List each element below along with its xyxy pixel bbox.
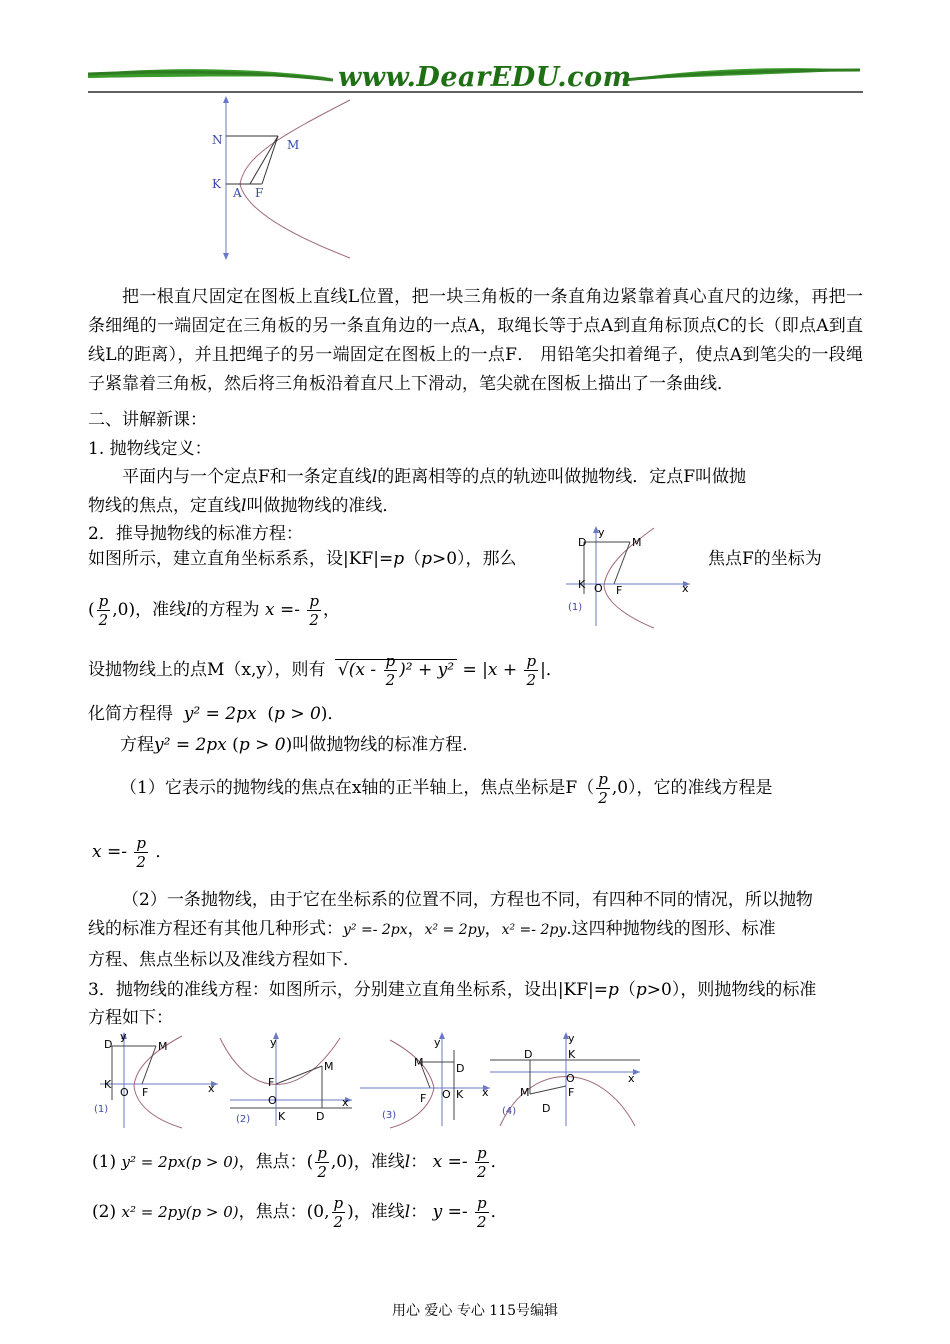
svg-text:F: F <box>616 584 623 597</box>
std-line-3: 设抛物线上的点M（x,y），则有 √(x - $\frac{p}{2}$ )² + y² = |x + $\frac{p}{2}$ |． <box>88 652 563 689</box>
svg-text:D: D <box>542 1102 551 1115</box>
svg-text:y: y <box>270 1036 277 1049</box>
svg-text:M: M <box>520 1086 530 1099</box>
simplify-line: 化简方程得 y² = 2px (p > 0)． <box>88 704 345 724</box>
svg-text:y: y <box>120 1030 127 1043</box>
svg-text:K: K <box>104 1078 112 1091</box>
svg-text:(2): (2) <box>236 1114 251 1125</box>
case-1-line: (1) y² = 2px(p > 0)，焦点：( $\frac{p}{2}$ ,0)，准线l： x =- $\frac{p}{2}$ ． <box>92 1144 508 1181</box>
svg-text:(4): (4) <box>502 1106 517 1117</box>
figure-3 <box>360 1032 490 1128</box>
svg-text:y: y <box>598 526 605 539</box>
svg-text:x: x <box>682 582 689 595</box>
figure-4 <box>490 1032 640 1126</box>
intro-paragraph: 把一根直尺固定在图板上直线L位置，把一块三角板的一条直角边紧靠着真心直尺的边缘，再把一条细绳的一端固定在三角板的另一条直角边的一点A，取绳长等于点A到直角标顶点C的长（即点A到直线L的距离），并且把绳子的另一端固定在图板上的一点F． 用铅笔尖扣着绳子，使点A到笔尖的一段绳子紧靠着三角板，然后将三角板沿着直尺上下滑动，笔尖就在图板上描出了一条曲线． <box>88 287 863 394</box>
definition-line-2: 物线的焦点，定直线l叫做抛物线的准线． <box>88 496 400 516</box>
section-3-line-2: 方程如下： <box>88 1008 173 1028</box>
item-2-line-3: 方程、焦点坐标以及准线方程如下． <box>88 950 360 970</box>
svg-text:O: O <box>566 1072 575 1085</box>
svg-text:F: F <box>568 1086 575 1099</box>
page-footer: 用心 爱心 专心 115号编辑 <box>391 1303 559 1319</box>
site-logo-text: www.DearEDU.com <box>338 62 632 93</box>
svg-text:O: O <box>268 1094 277 1107</box>
label-a: A <box>233 186 242 200</box>
svg-text:M: M <box>414 1056 424 1069</box>
svg-text:M: M <box>158 1040 168 1053</box>
svg-text:K: K <box>456 1088 464 1101</box>
item-1-line: （1）它表示的抛物线的焦点在x轴的正半轴上，焦点坐标是F（ $\frac{p}{2}$ ,0），它的准线方程是 <box>120 770 773 807</box>
directrix-eq: x =- $\frac{p}{2}$ ． <box>92 834 173 871</box>
top-parabola-figure <box>200 96 370 261</box>
case-2-line: (2) x² = 2py(p > 0)，焦点：(0, $\frac{p}{2}$ )，准线l： y =- $\frac{p}{2}$ ． <box>92 1194 508 1231</box>
svg-text:D: D <box>456 1062 465 1075</box>
section-3-line-1: 3．抛物线的准线方程：如图所示，分别建立直角坐标系，设出|KF|=p（p>0），则抛物线的标准 <box>88 980 817 1000</box>
std-line-1: 如图所示，建立直角坐标系系，设|KF|=p（p>0），那么 <box>88 549 517 569</box>
definition-line-1: 平面内与一个定点F和一条定直线l的距离相等的点的轨迹叫做抛物线．定点F叫做抛 <box>122 467 747 487</box>
label-n: N <box>212 133 223 147</box>
figure-2 <box>220 1032 352 1126</box>
svg-text:D: D <box>104 1038 113 1051</box>
svg-text:x: x <box>208 1082 215 1095</box>
svg-text:F: F <box>142 1086 149 1099</box>
item-2-line-2: 线的标准方程还有其他几种形式：y² =- 2px，x² = 2py，x² =- 2py.这四种抛物线的图形、标准 <box>88 919 776 939</box>
svg-text:K: K <box>568 1048 576 1061</box>
svg-text:(1): (1) <box>568 602 583 613</box>
svg-text:F: F <box>420 1092 427 1105</box>
std-line-2: ( $\frac{p}{2}$ ,0)，准线l的方程为 x =- $\frac{p}{2}$ ， <box>88 592 340 629</box>
svg-text:D: D <box>524 1048 533 1061</box>
standard-eq-title: 2．推导抛物线的标准方程： <box>88 524 303 544</box>
site-header <box>88 62 863 98</box>
svg-text:D: D <box>578 536 587 549</box>
label-k: K <box>212 177 221 191</box>
label-f: F <box>255 186 264 200</box>
section-heading-2: 二、讲解新课： <box>88 410 207 430</box>
svg-text:(3): (3) <box>382 1110 397 1121</box>
svg-text:K: K <box>578 578 586 591</box>
definition-title: 1. 抛物线定义： <box>88 439 212 459</box>
svg-text:(1): (1) <box>94 1104 109 1115</box>
svg-text:O: O <box>594 582 603 595</box>
svg-text:M: M <box>632 536 642 549</box>
label-m: M <box>287 138 300 152</box>
coord-figure-small <box>562 524 700 630</box>
svg-text:y: y <box>568 1032 575 1045</box>
svg-text:K: K <box>278 1110 286 1123</box>
svg-text:D: D <box>316 1110 325 1123</box>
svg-text:x: x <box>482 1086 489 1099</box>
item-2-line-1: （2）一条抛物线，由于它在坐标系的位置不同，方程也不同，有四种不同的情况，所以抛物 <box>122 890 813 910</box>
figure-1 <box>94 1030 218 1128</box>
svg-text:O: O <box>442 1088 451 1101</box>
svg-text:M: M <box>324 1060 334 1073</box>
svg-text:O: O <box>120 1086 129 1099</box>
svg-text:x: x <box>628 1072 635 1085</box>
svg-text:F: F <box>268 1076 275 1089</box>
std-line-1-right: 焦点F的坐标为 <box>708 549 822 569</box>
svg-text:x: x <box>342 1096 349 1109</box>
equation-line: 方程y² = 2px (p > 0)叫做抛物线的标准方程． <box>120 735 480 755</box>
svg-text:y: y <box>434 1036 441 1049</box>
four-parabola-figures <box>90 1030 645 1130</box>
